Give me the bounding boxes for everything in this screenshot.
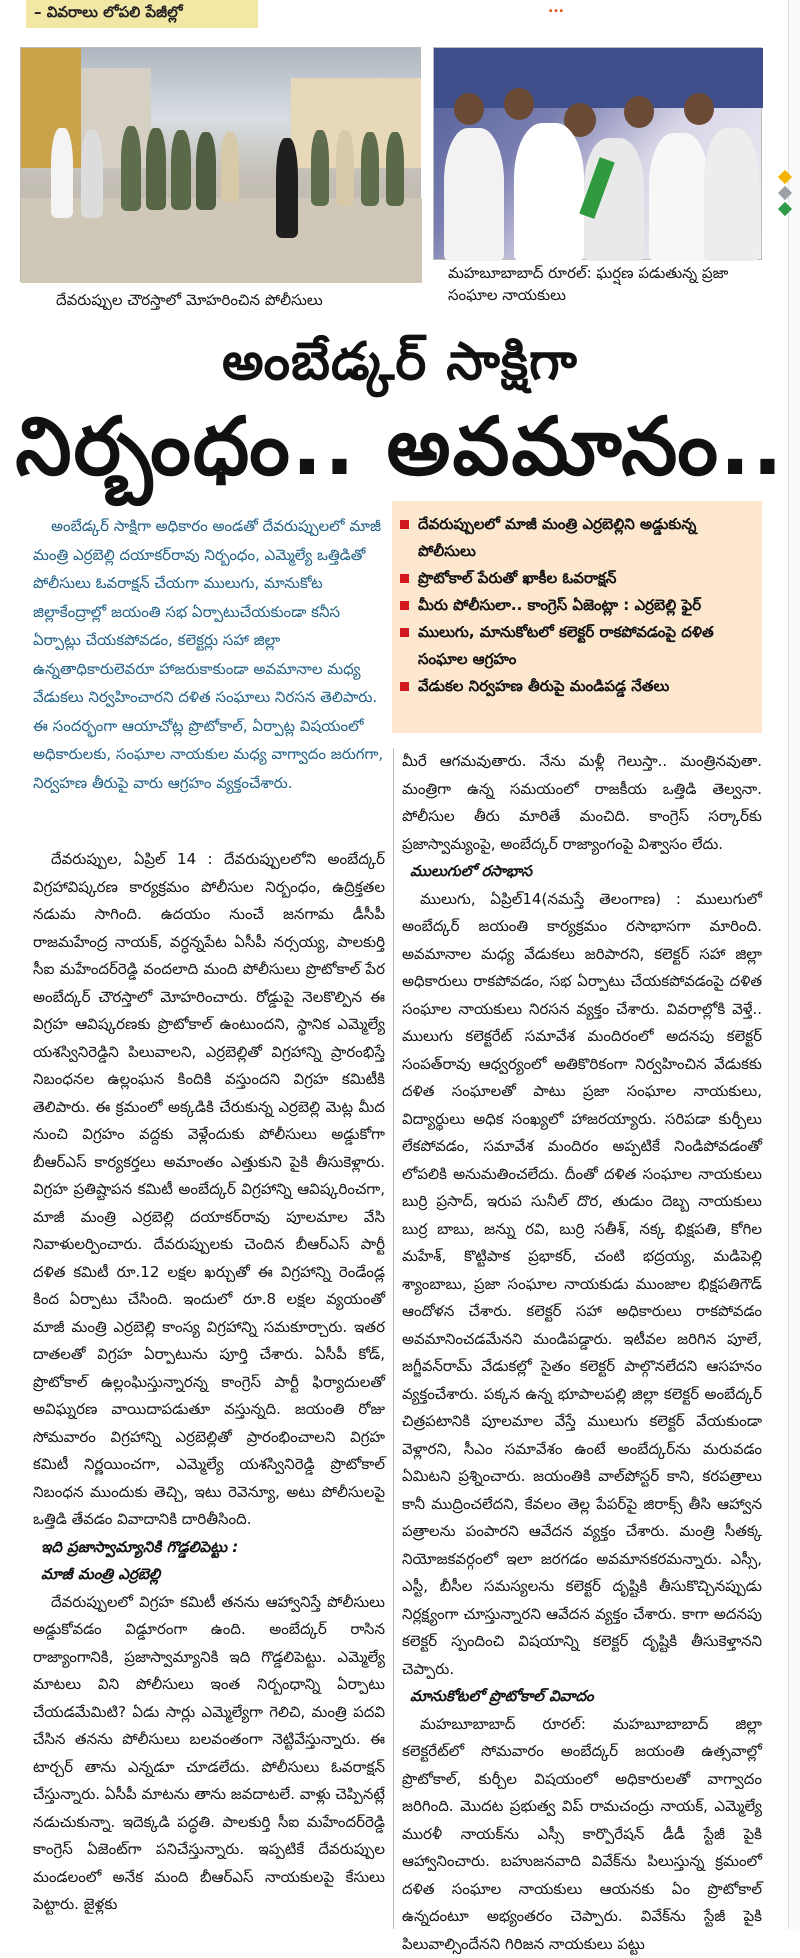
headline-kicker: అంబేడ్కర్ సాక్షిగా <box>0 332 800 405</box>
subheading: ఇది ప్రజాస్వామ్యానికి గొడ్డలిపెట్టు : <box>33 1534 385 1562</box>
highlight-item: మీరు పోలీసులా.. కాంగ్రెస్ ఏజెంట్లా : ఎర్రబెల్లి ఫైర్ <box>400 592 754 619</box>
clash-photo <box>433 47 762 260</box>
left-column <box>33 846 385 1919</box>
subheading: ములుగులో రసాభాస <box>402 858 762 886</box>
right-photo-caption: మహబూబాబాద్ రూరల్: ఘర్షణ పడుతున్న ప్రజా సంఘాల నాయకులు <box>448 262 778 306</box>
right-column <box>402 748 762 1958</box>
body-paragraph: మహబూబాబాద్ రూరల్: మహబూబాబాద్ జిల్లా కలెక్టరేట్‌లో సోమవారం అంబేద్కర్ జయంతి ఉత్సవాల్లో ప్రొటోకాల్, కుర్చీల విషయంలో అధికారులతో వాగ్వాదం జరిగింది. మొదట ప్రభుత్వ విప్ రామచంద్రు నాయక్, ఎమ్మెల్యే మురళీ నాయక్‌ను ఎస్సీ కార్పొరేషన్ డీడీ స్టేజీ పైకి ఆహ్వానించారు. బహుజనవాది వివేక్‌ను పిలుస్తున్న క్రమంలో దళిత సంఘాల నాయకులు ఆయనకు ఏం ప్రొటోకాల్ ఉన్నదంటూ అభ్యంతరం చెప్పారు. వివేక్‌ను స్టేజీ పైకి పిలువాల్సిందేనని గిరిజన నాయకులు పట్టు <box>402 1711 762 1958</box>
body-paragraph: దేవరుప్పులలో విగ్రహ కమిటీ తనను ఆహ్వానిస్తే పోలీసులు అడ్డుకోవడం విడ్డూరంగా ఉంది. అంబేద్కర్ రాసిన రాజ్యాంగానికి, ప్రజాస్వామ్యానికి ఇది గొడ్డలిపెట్టు. ఎమ్మెల్యే మాటలు విని పోలీసులు ఇంత నిర్బంధాన్ని ఏర్పాటు చేయడమేమిటి? ఏడు సార్లు ఎమ్మెల్యేగా గెలిచి, మంత్రి పదవి చేసిన తనను పోలీసులు బలవంతంగా నెట్టివేస్తున్నారు. ఈ టార్చర్ తాను ఎన్నడూ చూడలేదు. పోలీసులు ఓవరాక్షన్ చేస్తున్నారు. ఏసీపీ మాటను తాను జవదాటలే. వాళ్లు చెప్పినట్లే నడుచుకున్నా. ఇదెక్కడి పద్ధతి. పాలకుర్తి సీఐ మహేందర్‌రెడ్డి కాంగ్రెస్ ఏజెంట్‌గా పనిచేస్తున్నారు. ఇప్పటికే దేవరుప్పుల మండలంలో అనేక మంది బీఆర్‌ఎస్ నాయకులపై కేసులు పెట్టారు. జైళ్లకు <box>33 1589 385 1919</box>
column-divider <box>393 748 394 1929</box>
police-junction-photo <box>20 47 421 282</box>
highlight-item: దేవరుప్పులలో మాజీ మంత్రి ఎర్రబెల్లిని అడ్డుకున్న పోలీసులు <box>400 511 754 565</box>
body-paragraph: ములుగు, ఏప్రిల్14(నమస్తే తెలంగాణ) : ములుగులో అంబేద్కర్ జయంతి కార్యక్రమం రసాభాసగా మారింది. అవమానాల మధ్య వేడుకలు జరిపారని, కలెక్టర్ సహా జిల్లా అధికారులు రాకపోవడం, సభ ఏర్పాటు చేయకపోవడంపై దళిత సంఘాల నాయకులు నిరసన వ్యక్తం చేశారు. వివరాల్లోకి వెళ్తే.. ములుగు కలెక్టరేట్ సమావేశ మందిరంలో అదనపు కలెక్టర్ సంపత్‌రావు ఆధ్వర్యంలో అతికొరికంగా నిర్వహించిన వేడుకకు దళిత సంఘాలతో పాటు ప్రజా సంఘాల నాయకులు, విద్యార్థులు అధిక సంఖ్యలో హాజరయ్యారు. సరిపడా కుర్చీలు లేకపోవడం, సమావేశ మందిరం అప్పటికే నిండిపోవడంతో లోపలికి అనుమతించలేదు. దీంతో దళిత సంఘాల నాయకులు బుర్రి ప్రసాద్, ఇరుప సునీల్ దొర, తుడుం దెబ్బ నాయకులు బుర్ర బాబు, జన్ను రవి, బుర్రి సతీశ్, నక్క భిక్షపతి, కోగిల మహేశ్, కొట్టిపాక ప్రభాకర్, చంటి భద్రయ్య, మడిపెల్లి శ్యాంబాబు, ప్రజా సంఘాల నాయకుడు ముంజాల భిక్షపతిగౌడ్ ఆందోళన చేశారు. కలెక్టర్ సహా అధికారులు రాకపోవడం అవమానించడమేనని మండిపడ్డారు. ఇటీవల జరిగిన పూలే, జగ్జీవన్‌రామ్ వేడుకల్లో సైతం కలెక్టర్ పాల్గొనలేదని ఆసహనం వ్యక్తంచేశారు. పక్కన ఉన్న భూపాలపల్లి జిల్లా కలెక్టర్ అంబేద్కర్ చిత్రపటానికి పూలమాల వేస్తే ములుగు కలెక్టర్ వేయకుండా వెళ్లారని, సీఎం సమావేశం ఉంటే అంబేద్కర్‌ను మరువడం ఏమిటని ప్రశ్నించారు. జయంతికి వాల్‌పోస్టర్ కాని, కరపత్రాలు కానీ ముద్రించలేదని, కేవలం తెల్ల పేపర్‌పై జిరాక్స్ తీసి ఆహ్వాన పత్రాలను పంపారని ఆవేదన వ్యక్తం చేశారు. మంత్రి సీతక్క నియోజకవర్గంలో ఇలా జరగడం అవమానకరమన్నారు. ఎస్సీ, ఎస్టీ, బీసీల సమస్యలను కలెక్టర్ దృష్టికి తీసుకొచ్చినప్పుడు నిర్లక్ష్యంగా చూస్తున్నారని ఆవేదన వ్యక్తం చేశారు. కాగా అదనపు కలెక్టర్ స్పందించి విషయాన్ని కలెక్టర్ దృష్టికి తీసుకెళ్తానని చెప్పారు. <box>402 886 762 1684</box>
highlight-item: వేడుకల నిర్వహణ తీరుపై మండిపడ్డ నేతలు <box>400 673 754 700</box>
highlight-item: ములుగు, మానుకోటలో కలెక్టర్ రాకపోవడంపై దళిత సంఘాల ఆగ్రహం <box>400 619 754 673</box>
intro-paragraph: అంబేడ్కర్ సాక్షిగా అధికారం అండతో దేవరుప్పులలో మాజీ మంత్రి ఎర్రబెల్లి దయాకర్‌రావు నిర్బంధం, ఎమ్మెల్యే ఒత్తిడితో పోలీసులు ఓవరాక్షన్ చేయగా ములుగు, మానుకోట జిల్లాకేంద్రాల్లో జయంతి సభ ఏర్పాటుచేయకుండా కనీస ఏర్పాట్లు చేయకపోవడం, కలెక్టర్లు సహా జిల్లా ఉన్నతాధికారులెవరూ హాజరుకాకుండా అవమానాల మధ్య వేడుకలు నిర్వహించారని దళిత సంఘాలు నిరసన తెలిపారు. ఈ సందర్భంగా ఆయాచోట్ల ప్రొటోకాల్, ఏర్పాట్ల విషయంలో అధికారులకు, సంఘాల నాయకుల మధ్య వాగ్వాదం జరుగగా, నిర్వహణ తీరుపై వారు ఆగ్రహం వ్యక్తంచేశారు. <box>33 512 385 797</box>
body-paragraph: మీరే ఆగమవుతారు. నేను మళ్లీ గెలుస్తా.. మంత్రినవుతా. మంత్రిగా ఉన్న సమయంలో రాజకీయ ఒత్తిడి తెల్వనా. పోలీసుల తీరు మారితే మంచిది. కాంగ్రెస్ సర్కార్‌కు ప్రజాస్వామ్యంపై, అంబేద్కర్ రాజ్యాంగంపై విశ్వాసం లేదు. <box>402 748 762 858</box>
subheading: మానుకోటలో ప్రొటోకాల్ వివాదం <box>402 1683 762 1711</box>
highlights-box <box>392 501 762 733</box>
highlight-item: ప్రొటోకాల్ పేరుతో ఖాకీల ఓవరాక్షన్ <box>400 565 754 592</box>
top-right-fragment: ... <box>548 0 564 16</box>
body-paragraph: దేవరుప్పుల, ఏప్రిల్ 14 : దేవరుప్పులలోని అంబేద్కర్ విగ్రహావిష్కరణ కార్యక్రమం పోలీసుల నిర్బంధం, ఉద్రిక్తతల నడుమ సాగింది. ఉదయం నుంచే జనగామ డీసీపీ రాజమహేంద్ర నాయక్, వర్ధన్నపేట ఏసీపీ నర్సయ్య, పాలకుర్తి సీఐ మహేందర్‌రెడ్డి వందలాది మంది పోలీసులు ప్రొటోకాల్ పేర అంబేద్కర్ చౌరస్తాలో మోహరించారు. రోడ్డుపై నెలకొల్పిన ఈ విగ్రహ ఆవిష్కరణకు ప్రొటోకాల్ ఉంటుందని, స్థానిక ఎమ్మెల్యే యశస్వినిరెడ్డిని పిలువాలని, ఎర్రబెల్లితో విగ్రహాన్ని ప్రారంభిస్తే నిబంధనల ఉల్లంఘన కిందికి వస్తుందని విగ్రహ కమిటీకి తెలిపారు. ఈ క్రమంలో అక్కడికి చేరుకున్న ఎర్రబెల్లి మెట్ల మీద నుంచి విగ్రహం వద్దకు వెళ్లేందుకు పోలీసులు అడ్డుకోగా బీఆర్‌ఎస్ కార్యకర్తలు అమాంతం ఎత్తుకుని పైకి తీసుకెళ్లారు. విగ్రహ ప్రతిష్టాపన కమిటీ అంబేద్కర్ విగ్రహాన్ని ఆవిష్కరించగా, మాజీ మంత్రి ఎర్రబెల్లి దయాకర్‌రావు పూలమాల వేసి నివాళులర్పించారు. దేవరుప్పులకు చెందిన బీఆర్‌ఎస్ పార్టీ దళిత కమిటీ రూ.12 లక్షల ఖర్చుతో ఈ విగ్రహాన్ని రెండేండ్ల కింద ఏర్పాటు చేసింది. ఇందులో రూ.8 లక్షల వ్యయంతో మాజీ మంత్రి ఎర్రబెల్లి కాంస్య విగ్రహాన్ని సమకూర్చారు. ఇతర దాతలతో విగ్రహ ఏర్పాటును పూర్తి చేశారు. ఏసీపీ కోడ్, ప్రొటోకాల్ ఉల్లంఘిస్తున్నారన్న కాంగ్రెస్ పార్టీ ఫిర్యాదులతో అవిఘ్నరణ వాయిదాపడుతూ వస్తున్నది. జయంతి రోజు సోమవారం విగ్రహాన్ని ఎర్రబెల్లితో ప్రారంభించాలని విగ్రహ కమిటీ నిర్ణయించగా, ఎమ్మెల్యే యశస్వినిరెడ్డి ప్రొటోకాల్ నిబంధన ముందుకు తెచ్చి, ఇటు రెవెన్యూ, అటు పోలీసులపై ఒత్తిడి తేవడం వివాదానికి దారితీసింది. <box>33 846 385 1534</box>
subheading: మాజీ మంత్రి ఎర్రబెల్లి <box>33 1561 385 1589</box>
headline-main: నిర్బంధం.. అవమానం.. <box>0 400 800 513</box>
page-edge <box>788 0 800 1929</box>
continuation-tag: – వివరాలు లోపలి పేజీల్లో <box>26 0 258 28</box>
left-photo-caption: దేవరుప్పుల చౌరస్తాలో మోహరించిన పోలీసులు <box>56 289 406 311</box>
